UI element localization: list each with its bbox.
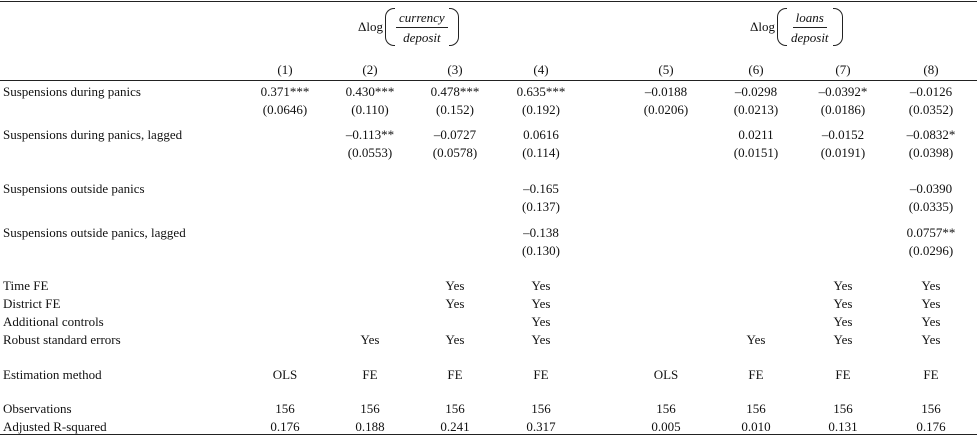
coefficient-cell: 0.430*** [345,84,395,99]
control-cell: Yes [445,332,465,347]
coefficient-cell: 0.478*** [430,84,480,99]
std-error-cell: (0.0398) [908,145,954,160]
fraction [396,10,448,45]
std-error-cell: (0.0296) [908,243,954,258]
column-number: (5) [658,62,674,77]
delta-log-label: Δlog [358,19,383,34]
column-number: (4) [533,62,549,77]
header-loans-deposit [750,8,844,46]
column-number: (2) [362,62,378,77]
column-number: (3) [447,62,463,77]
summary-cell: 0.176 [270,419,300,434]
control-cell: Yes [833,278,853,293]
std-error-cell: (0.0186) [820,102,866,117]
summary-cell: 0.188 [355,419,385,434]
std-error-cell: (0.192) [522,102,560,117]
std-error-cell: (0.0553) [347,145,393,160]
column-number: (1) [277,62,293,77]
coefficient-cell: –0.138 [523,225,559,240]
column-number: (6) [748,62,764,77]
summary-cell: 156 [445,401,465,416]
summary-cell: OLS [653,367,679,382]
row-label: Suspensions during panics, lagged [3,127,183,142]
summary-cell: OLS [272,367,298,382]
bottom-rule [0,434,977,435]
summary-label: Observations [3,401,72,416]
std-error-cell: (0.114) [522,145,560,160]
std-error-cell: (0.0191) [820,145,866,160]
std-error-cell: (0.0151) [733,145,779,160]
summary-cell: 156 [531,401,551,416]
control-cell: Yes [531,296,551,311]
summary-cell: FE [748,367,764,382]
std-error-cell: (0.0213) [733,102,779,117]
summary-cell: 156 [833,401,853,416]
header-currency-deposit [358,8,460,46]
control-cell: Yes [746,332,766,347]
control-cell: Yes [833,332,853,347]
control-cell: Yes [921,314,941,329]
summary-cell: 0.005 [651,419,681,434]
header-rule [0,80,977,81]
row-label: Suspensions during panics [3,84,141,99]
delta-log-label: Δlog [750,19,775,34]
fraction-denominator: deposit [403,29,441,45]
std-error-cell: (0.130) [522,243,560,258]
coefficient-cell: –0.0832* [906,127,956,142]
summary-label: Adjusted R-squared [3,419,107,434]
std-error-cell: (0.0646) [262,102,308,117]
control-cell: Yes [531,314,551,329]
std-error-cell: (0.0335) [908,199,954,214]
control-cell: Yes [921,296,941,311]
coefficient-cell: –0.113** [345,127,395,142]
coefficient-cell: 0.371*** [260,84,310,99]
summary-cell: FE [923,367,939,382]
control-cell: Yes [833,314,853,329]
summary-cell: FE [362,367,378,382]
column-number: (7) [835,62,851,77]
coefficient-cell: 0.0211 [738,127,774,142]
row-label: Suspensions outside panics [3,181,145,196]
control-label: Robust standard errors [3,332,121,347]
column-number: (8) [923,62,939,77]
summary-cell: 0.131 [828,419,858,434]
summary-cell: 156 [746,401,766,416]
coefficient-cell: 0.635*** [516,84,566,99]
coefficient-cell: 0.0616 [523,127,559,142]
control-cell: Yes [833,296,853,311]
summary-label: Estimation method [3,367,102,382]
fraction-numerator: currency [396,10,448,28]
control-cell: Yes [921,278,941,293]
summary-cell: 156 [275,401,295,416]
coefficient-cell: –0.0188 [644,84,688,99]
std-error-cell: (0.152) [436,102,474,117]
summary-cell: 0.241 [440,419,470,434]
summary-cell: FE [835,367,851,382]
control-cell: Yes [531,278,551,293]
control-cell: Yes [445,296,465,311]
std-error-cell: (0.0578) [432,145,478,160]
right-paren [833,8,843,46]
control-label: Additional controls [3,314,104,329]
std-error-cell: (0.0206) [643,102,689,117]
summary-cell: FE [447,367,463,382]
summary-cell: 156 [656,401,676,416]
coefficient-cell: –0.0126 [909,84,953,99]
coefficient-cell: –0.0390 [909,181,953,196]
coefficient-cell: –0.0392* [818,84,868,99]
left-paren [385,8,395,46]
std-error-cell: (0.137) [522,199,560,214]
std-error-cell: (0.0352) [908,102,954,117]
control-cell: Yes [531,332,551,347]
top-rule [0,1,977,2]
left-paren [777,8,787,46]
row-label: Suspensions outside panics, lagged [3,225,186,240]
std-error-cell: (0.110) [351,102,389,117]
summary-cell: 156 [921,401,941,416]
coefficient-cell: –0.0727 [433,127,477,142]
fraction-denominator: deposit [790,29,829,45]
summary-cell: 0.317 [526,419,556,434]
coefficient-cell: –0.0152 [821,127,865,142]
coefficient-cell: –0.0298 [734,84,778,99]
summary-cell: 0.010 [741,419,771,434]
coefficient-cell: 0.0757** [906,225,956,240]
summary-cell: FE [533,367,549,382]
coefficient-cell: –0.165 [523,181,559,196]
control-cell: Yes [445,278,465,293]
summary-cell: 0.176 [916,419,946,434]
fraction-numerator: loans [793,10,827,28]
control-cell: Yes [921,332,941,347]
control-label: Time FE [3,278,49,293]
control-label: District FE [3,296,61,311]
right-paren [449,8,459,46]
fraction [788,10,832,45]
summary-cell: 156 [360,401,380,416]
control-cell: Yes [360,332,380,347]
